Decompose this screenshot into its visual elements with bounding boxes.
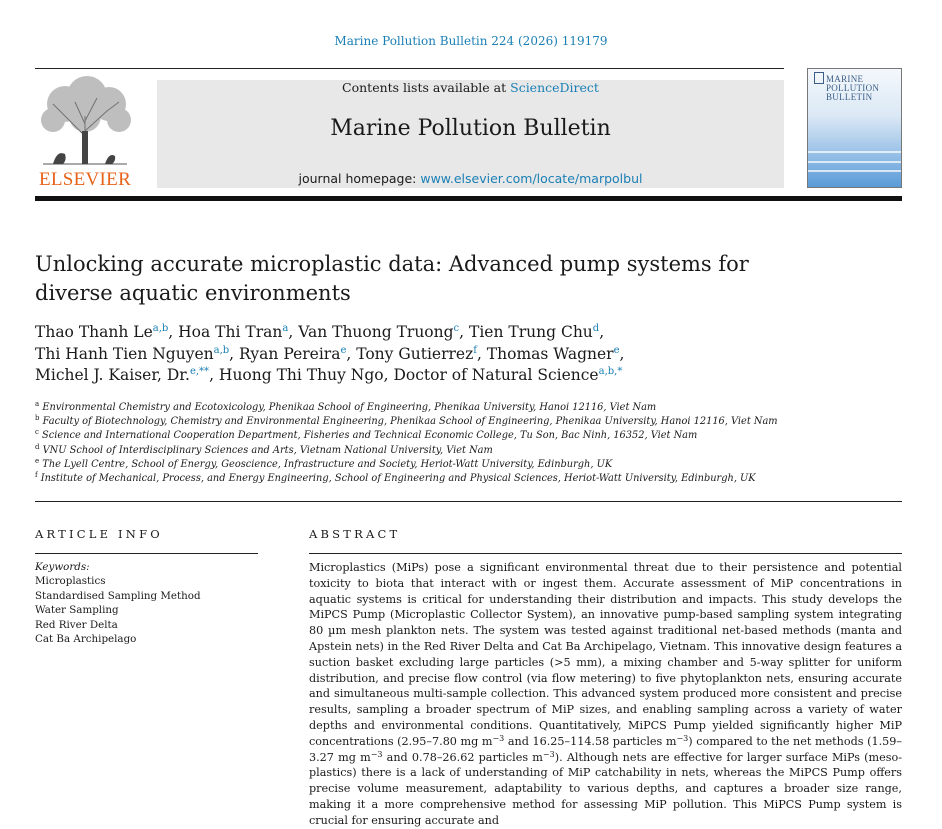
abstract-superscript: −3: [542, 749, 555, 759]
elsevier-logo[interactable]: [35, 76, 135, 188]
affiliation-text: Institute of Mechanical, Process, and Energy Engineering, School of Engineering and Physical Sciences, Heriot-Watt University, Edinburgh, UK: [40, 473, 756, 485]
affiliation-text: The Lyell Centre, School of Energy, Geoscience, Infrastructure and Society, Heriot-Watt University, Edinburgh, UK: [42, 458, 613, 470]
cover-logo-icon: [814, 72, 824, 84]
author-separator: ,: [476, 344, 487, 363]
article-info-rule: [35, 553, 258, 554]
header-rule: [35, 68, 784, 69]
author-name[interactable]: Thi Hanh Tien Nguyen: [35, 344, 214, 363]
journal-citation[interactable]: Marine Pollution Bulletin 224 (2026) 119179: [334, 34, 608, 48]
affiliation-key: b: [35, 414, 40, 423]
author-separator: ,: [209, 366, 219, 384]
author-separator: ,: [599, 323, 605, 341]
author-separator: ,: [288, 323, 299, 341]
cover-wave: [808, 170, 901, 172]
author-name[interactable]: Tony Gutierrez: [356, 344, 474, 363]
contents-line: [157, 80, 784, 95]
section-rule: [35, 501, 902, 502]
affiliation-text: Environmental Chemistry and Ecotoxicology, Phenikaa School of Engineering, Phenikaa University, Hanoi 12116, Viet Nam: [42, 402, 657, 413]
author-affil-sup[interactable]: a,b: [213, 344, 230, 356]
author-name[interactable]: Huong Thi Thuy Ngo, Doctor of Natural Science: [218, 366, 599, 384]
affiliation-key: d: [35, 442, 40, 451]
article-title: Unlocking accurate microplastic data: Advanced pump systems for diverse aquatic environments: [35, 252, 749, 305]
author-affil-sup[interactable]: d: [592, 323, 600, 334]
affiliation-key: f: [35, 471, 38, 480]
abstract-heading: ABSTRACT: [309, 527, 401, 541]
affiliation-key: a: [35, 400, 40, 408]
cover-wave: [808, 151, 901, 153]
journal-banner: [157, 80, 784, 188]
author-name[interactable]: Thomas Wagner: [486, 344, 614, 363]
keyword-item[interactable]: Standardised Sampling Method: [35, 589, 201, 602]
affiliation-text: Science and International Cooperation Department, Fisheries and Technical Economic College, Tu Son, Bac Ninh, 16352, Viet Nam: [42, 430, 698, 442]
homepage-link[interactable]: www.elsevier.com/locate/marpolbul: [420, 171, 643, 186]
cover-wave: [808, 161, 901, 163]
author-name[interactable]: Hoa Thi Tran: [178, 323, 283, 341]
journal-cover-image[interactable]: [807, 68, 902, 188]
abstract-segment: ). Although nets are effective for larger surface MiPs (meso-plastics) there is a lack of understanding of MiP catchability in nets, whereas the MiPCS Pump offers precise volume measurement, adaptability to various depths, and captures a broader size range, making it a more comprehensive method for assessing MiP pollution. This MiPCS Pump system is crucial for ensuring accurate and: [309, 750, 902, 827]
abstract-text: [309, 560, 902, 829]
affiliation-key: e: [35, 456, 40, 465]
keyword-item[interactable]: Microplastics: [35, 575, 106, 588]
elsevier-tree-icon: [35, 76, 135, 168]
abstract-segment: Microplastics (MiPs) pose a significant environmental threat due to their persistence and potential toxicity to biota that interact with or ingest them. Accurate assessment of MiP concentrations in aquatic systems is critical for understanding their distribution and impacts. This study develops the MiPCS Pump (Microplastic Collector System), an innovative pump-based sampling system integrating 80 µm mesh plankton nets. The system was tested against traditional net-based methods (manta and Apstein nets) in the Red River Delta and Cat Ba Archipelago, Vietnam. This innovative design features a suction basket excluding large particles (>5 mm), a mixing chamber and 5-way splitter for uniform distribution, and precise flow control (via flow metering) to five phytoplankton nets, ensuring accurate and simultaneous multi-sample collection. This advanced system produced more consistent and precise results, sampling a broader spectrum of MiP sizes, and enabling sampling across a variety of water depths and environmental conditions. Quantitatively, MiPCS Pump yielded significantly higher MiP concentrations (2.95–7.80 mg m: [309, 561, 902, 748]
abstract-rule: [309, 553, 902, 554]
abstract-segment: ) compared to the net methods (1.59–3.27 mg m: [309, 734, 902, 764]
keyword-item[interactable]: Water Sampling: [35, 604, 119, 617]
author-separator: ,: [459, 323, 470, 341]
author-affil-sup[interactable]: e,**: [189, 366, 210, 377]
author-name[interactable]: Tien Trung Chu: [469, 323, 593, 341]
author-separator: ,: [346, 344, 357, 363]
author-affil-sup[interactable]: a,b: [152, 323, 169, 334]
affiliation-text: Faculty of Biotechnology, Chemistry and Environmental Engineering, Phenikaa School of Engineering, Phenikaa University, Hanoi 12116, Viet Nam: [42, 416, 778, 428]
keyword-item[interactable]: Red River Delta: [35, 618, 118, 631]
cover-title: MARINE POLLUTION BULLETIN: [826, 74, 880, 102]
author-affil-sup[interactable]: e: [613, 344, 620, 356]
affiliation-list: [35, 401, 905, 486]
author-affil-sup[interactable]: f: [473, 344, 477, 356]
abstract-segment: and 16.25–114.58 particles m: [504, 734, 677, 748]
homepage-prefix: journal homepage:: [298, 171, 421, 186]
affiliation-text: VNU School of Interdisciplinary Sciences and Arts, Vietnam National University, Viet Nam: [42, 444, 493, 456]
author-line: [35, 322, 905, 344]
homepage-line: [157, 171, 784, 186]
header-thick-rule: [35, 196, 902, 201]
abstract-superscript: −3: [492, 733, 505, 743]
author-separator: ,: [229, 344, 240, 363]
affiliation-item: [35, 401, 905, 415]
author-name[interactable]: Michel J. Kaiser, Dr.: [35, 366, 190, 384]
affiliation-key: c: [35, 428, 39, 437]
author-line: [35, 344, 905, 366]
abstract-superscript: −3: [676, 733, 689, 743]
affiliation-item: [35, 429, 905, 443]
keywords-block: [35, 560, 265, 646]
author-list: [35, 322, 905, 387]
affiliation-item: [35, 472, 905, 486]
abstract-superscript: −3: [370, 749, 383, 759]
author-affil-sup[interactable]: c: [453, 323, 460, 334]
affiliation-item: [35, 458, 905, 472]
keyword-item[interactable]: Cat Ba Archipelago: [35, 633, 137, 646]
author-affil-sup[interactable]: a: [282, 323, 289, 334]
author-name[interactable]: Van Thuong Truong: [298, 323, 454, 341]
affiliation-item: [35, 415, 905, 429]
author-separator: ,: [168, 323, 179, 341]
keywords-label: Keywords:: [35, 561, 90, 573]
author-name[interactable]: Thao Thanh Le: [35, 323, 153, 341]
author-affil-sup[interactable]: a,b,*: [598, 366, 623, 377]
contents-prefix: Contents lists available at: [342, 80, 511, 95]
article-info-heading: ARTICLE INFO: [35, 527, 163, 541]
journal-title[interactable]: Marine Pollution Bulletin: [330, 116, 611, 141]
elsevier-wordmark: ELSEVIER: [38, 169, 132, 190]
affiliation-item: [35, 444, 905, 458]
author-name[interactable]: Ryan Pereira: [239, 344, 341, 363]
author-affil-sup[interactable]: e: [340, 344, 347, 356]
abstract-segment: and 0.78–26.62 particles m: [382, 750, 543, 764]
sciencedirect-link[interactable]: ScienceDirect: [510, 80, 599, 95]
author-separator: ,: [619, 344, 625, 363]
author-line: [35, 365, 905, 387]
